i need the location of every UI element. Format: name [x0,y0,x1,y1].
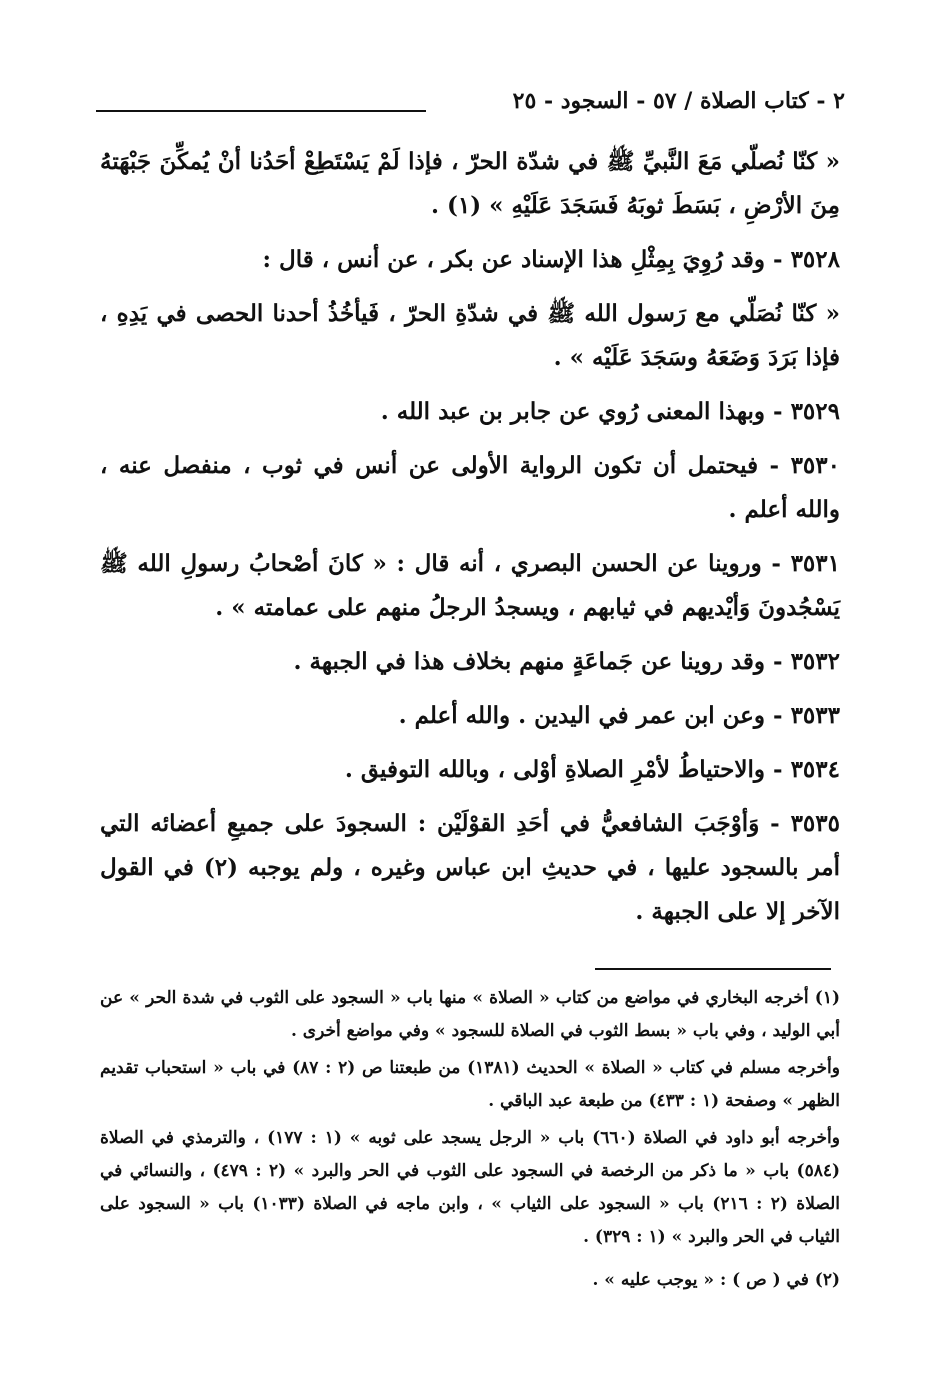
running-header [96,84,845,120]
footnote-1-sunan: وأخرجه أبو داود في الصلاة (٦٦٠) باب « الرجل يسجد على ثوبه » (١ : ١٧٧) ، والترمذي في الصلاة (٥٨٤) باب « ما ذكر من الرخصة في السجود على الثوب في الحر والبرد » (٢ : ٤٧٩) ، والنسائي في الصلاة (٢ : ٢١٦) باب « السجود على الثياب » ، وابن ماجه في الصلاة (١٠٣٣) باب « السجود على الثياب في الحر والبرد » (١ : ٣٢٩) . [100,1128,841,1247]
running-title: ٢ - كتاب الصلاة / ٥٧ - السجود - ٢٥ [512,88,845,114]
paragraph-3530: ٣٥٣٠ - فيحتمل أن تكون الرواية الأولى عن أنس في ثوب ، منفصل عنه ، والله أعلم . [100,452,840,523]
paragraph-3528: ٣٥٢٨ - وقد رُوِيَ بِمِثْلِ هذا الإسناد عن بكر ، عن أنس ، قال : [262,246,840,273]
paragraph-hadith-continuation: « كنّا نُصلّي مَعَ النَّبيِّ ﷺ في شدّة الحرّ ، فإذا لَمْ يَسْتَطِعْ أحَدُنا أنْ يُمكِّنَ جَبْهَتهُ مِنَ الأرْضِ ، بَسَطَ ثوبَهُ فَسَجَدَ عَلَيْهِ » (١) . [100,148,840,219]
footnotes [100,982,840,1301]
footnote-2: (٢) في ( ص ) : « يوجب عليه » . [592,1270,840,1290]
paragraph-3534: ٣٥٣٤ - والاحتياطُ لأمْرِ الصلاةِ أوْلى ، وبالله التوفيق . [344,756,840,783]
paragraph-3529: ٣٥٢٩ - وبهذا المعنى رُوي عن جابر بن عبد الله . [380,398,840,425]
paragraph-3533: ٣٥٣٣ - وعن ابن عمر في اليدين . والله أعلم . [398,702,840,729]
footnote-1: (١) أخرجه البخاري في مواضع من كتاب « الصلاة » منها باب « السجود على الثوب في شدة الحر » عن أبي الوليد ، وفي باب « بسط الثوب في الصلاة للسجود » وفي مواضع أخرى . [100,988,840,1041]
header-rule [96,110,426,112]
paragraph-3532: ٣٥٣٢ - وقد روينا عن جَماعَةٍ منهم بخلاف هذا في الجبهة . [293,648,840,675]
paragraph-3531: ٣٥٣١ - وروينا عن الحسن البصري ، أنه قال : « كانَ أصْحابُ رسولِ الله ﷺ يَسْجُدونَ وَأيْديهم في ثيابهم ، ويسجدُ الرجلُ منهم على عمامته » . [100,550,840,621]
paragraph-3528-hadith: « كنّا نُصَلّي مع رَسول الله ﷺ في شدّةِ الحرّ ، فَيأخُذُ أحدنا الحصى في يَدِهِ ، فإذا بَرَدَ وَضَعَهُ وسَجَدَ عَلَيْه » . [100,300,840,371]
paragraph-3535: ٣٥٣٥ - وَأوْجَبَ الشافعيُّ في أحَدِ القوْلَيْن : السجودَ على جميعِ أعضائه التي أمر بالسجود عليها ، في حديثِ ابن عباس وغيره ، ولم يوجبه (٢) في القول الآخر إلا على الجبهة . [100,810,840,925]
main-text [100,140,840,944]
footnote-1-muslim: وأخرجه مسلم في كتاب « الصلاة » الحديث (١٣٨١) من طبعتنا ص (٢ : ٨٧) في باب « استحباب تقديم الظهر » وصفحة (١ : ٤٣٣) من طبعة عبد الباقي . [100,1058,840,1111]
footnote-rule [595,968,831,970]
